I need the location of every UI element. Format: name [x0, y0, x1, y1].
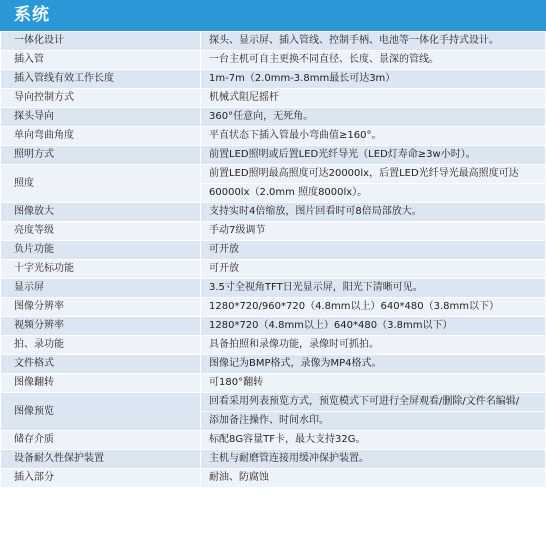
- table-row: [1, 374, 546, 393]
- spec-table-body: [1, 32, 546, 488]
- spec-value: 支持实时4倍缩放，图片回看时可8倍局部放大。: [201, 203, 546, 222]
- table-row: [1, 32, 546, 51]
- spec-value: 耐油、防腐蚀: [201, 469, 546, 488]
- table-row: [1, 260, 546, 279]
- table-row: [1, 336, 546, 355]
- spec-label: 插入管线有效工作长度: [1, 70, 201, 89]
- spec-value: 前置LED照明或后置LED光纤导光（LED灯寿命≥3w小时）。: [201, 146, 546, 165]
- table-row: [1, 241, 546, 260]
- spec-label: 文件格式: [1, 355, 201, 374]
- spec-value: 可180°翻转: [201, 374, 546, 393]
- spec-label: 照度: [1, 165, 201, 203]
- table-row: [1, 298, 546, 317]
- table-row: [1, 108, 546, 127]
- table-row: [1, 317, 546, 336]
- spec-value: 标配8G容量TF卡，最大支持32G。: [201, 431, 546, 450]
- spec-value: 手动7级调节: [201, 222, 546, 241]
- spec-value: 可开放: [201, 260, 546, 279]
- spec-value: 主机与耐磨管连接用缓冲保护装置。: [201, 450, 546, 469]
- table-row: [1, 431, 546, 450]
- spec-label: 照明方式: [1, 146, 201, 165]
- spec-label: 图像翻转: [1, 374, 201, 393]
- table-row: [1, 165, 546, 203]
- spec-value: 图像记为BMP格式，录像为MP4格式。: [201, 355, 546, 374]
- spec-label: 探头导向: [1, 108, 201, 127]
- table-row: [1, 222, 546, 241]
- spec-label: 显示屏: [1, 279, 201, 298]
- table-row: [1, 450, 546, 469]
- spec-value: 机械式阻尼摇杆: [201, 89, 546, 108]
- spec-label: 十字光标功能: [1, 260, 201, 279]
- spec-label: 导向控制方式: [1, 89, 201, 108]
- spec-label: 图像预览: [1, 393, 201, 431]
- spec-value-line: 前置LED照明最高照度可达20000lx，后置LED光纤导光最高照度可达: [209, 168, 519, 179]
- spec-value: 1m-7m（2.0mm-3.8mm最长可达3m）: [201, 70, 546, 89]
- spec-label: 插入部分: [1, 469, 201, 488]
- spec-label: 负片功能: [1, 241, 201, 260]
- spec-label: 单向弯曲角度: [1, 127, 201, 146]
- spec-value: 探头、显示屏、插入管线、控制手柄、电池等一体化手持式设计。: [201, 32, 546, 51]
- spec-label: 储存介质: [1, 431, 201, 450]
- spec-value: 1280*720/960*720（4.8mm以上）640*480（3.8mm以下）: [201, 298, 546, 317]
- spec-value: 360°任意向，无死角。: [201, 108, 546, 127]
- table-row: [1, 127, 546, 146]
- table-row: [1, 393, 546, 431]
- table-row: [1, 89, 546, 108]
- spec-value: [201, 393, 546, 431]
- table-row: [1, 279, 546, 298]
- table-row: [1, 70, 546, 89]
- spec-value-line: 回看采用列表预览方式，预览模式下可进行全屏观看/删除/文件名编辑/: [209, 396, 520, 407]
- spec-label: 插入管: [1, 51, 201, 70]
- spec-value-line: 60000lx（2.0mm 照度8000lx）。: [201, 183, 545, 202]
- table-row: [1, 203, 546, 222]
- spec-value: 3.5寸全视角TFT日光显示屏，阳光下清晰可见。: [201, 279, 546, 298]
- spec-label: 图像放大: [1, 203, 201, 222]
- spec-value: 一台主机可自主更换不同直径、长度、景深的管线。: [201, 51, 546, 70]
- section-title: 系统: [0, 0, 546, 31]
- spec-table: [0, 31, 546, 488]
- spec-label: 亮度等级: [1, 222, 201, 241]
- spec-label: 拍、录功能: [1, 336, 201, 355]
- spec-value: [201, 165, 546, 203]
- spec-label: 设备耐久性保护装置: [1, 450, 201, 469]
- table-row: [1, 51, 546, 70]
- spec-value: 具备拍照和录像功能，录像时可抓拍。: [201, 336, 546, 355]
- spec-label: 视频分辨率: [1, 317, 201, 336]
- table-row: [1, 146, 546, 165]
- spec-value: 可开放: [201, 241, 546, 260]
- spec-label: 一体化设计: [1, 32, 201, 51]
- spec-value-line: 添加备注操作、时间水印。: [201, 411, 545, 430]
- table-row: [1, 355, 546, 374]
- spec-value: 1280*720（4.8mm以上）640*480（3.8mm以下）: [201, 317, 546, 336]
- table-row: [1, 469, 546, 488]
- spec-label: 图像分辨率: [1, 298, 201, 317]
- spec-value: 平直状态下插入管最小弯曲值≥160°。: [201, 127, 546, 146]
